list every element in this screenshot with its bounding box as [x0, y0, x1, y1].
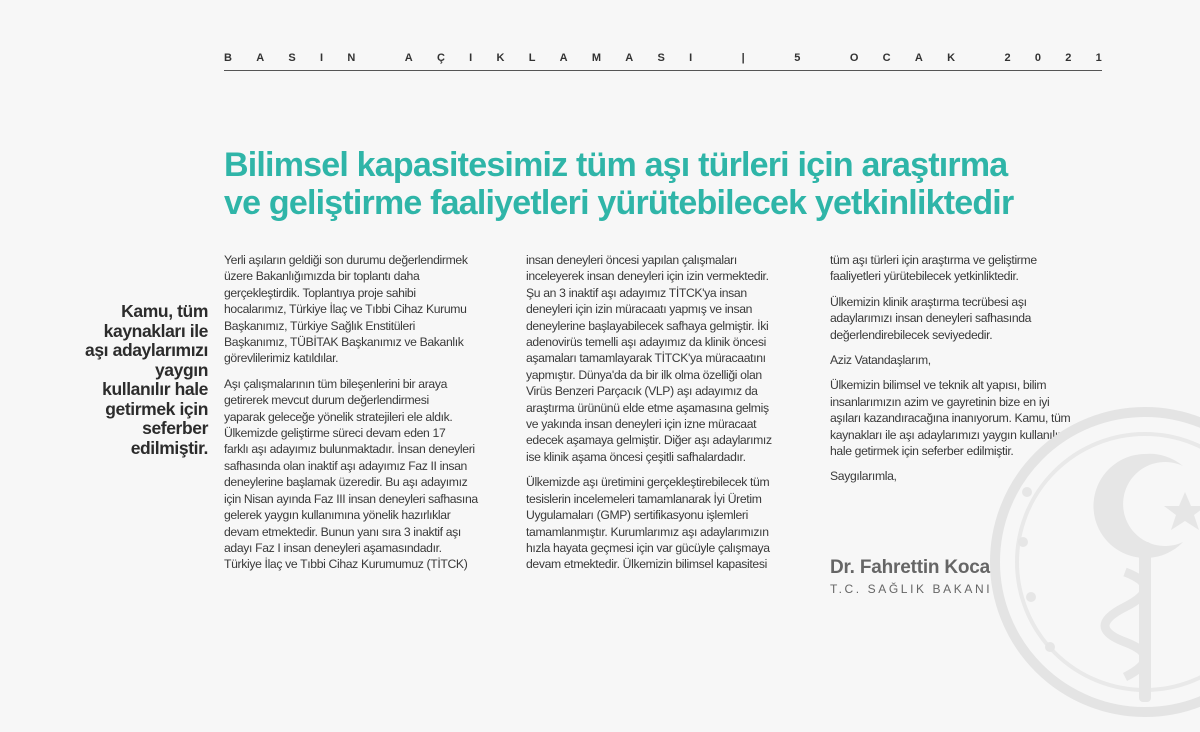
body-line: farklı aşı adayımız bulunmaktadır. İnsan deneyleri [224, 442, 475, 457]
body-line: araştırma ürününü elde etme aşamasına gelmiş [526, 400, 769, 415]
body-line: insan deneyleri öncesi yapılan çalışmaları [526, 253, 737, 267]
body-line: ise klinik aşama öncesi çeşitli safhalardadır. [526, 449, 746, 464]
body-paragraph [526, 252, 816, 465]
body-line: Başkanımız, Türkiye Sağlık Enstitüleri [224, 318, 416, 333]
header-char: K [496, 52, 505, 64]
body-paragraph [830, 252, 1120, 285]
body-line: Saygılarımla, [830, 469, 897, 484]
header-char: K [947, 52, 956, 64]
body-line: Virüs Benzeri Parçacık (VLP) aşı adayımız da [526, 384, 758, 399]
body-line: tamamlanmıştır. Kurumlarımız aşı adaylarımızın [526, 524, 769, 539]
pull-quote-line: seferber [142, 418, 208, 438]
headline [224, 146, 1124, 222]
press-release-header [224, 52, 1102, 68]
signatory-name: Dr. Fahrettin Koca [830, 557, 991, 578]
body-line: Başkanımız, TÜBİTAK Başkanımız ve Bakanlık [224, 335, 464, 350]
body-column-1 [224, 252, 514, 582]
header-char: | [741, 52, 745, 64]
body-line: Aşı çalışmalarının tüm bileşenlerini bir araya [224, 376, 448, 391]
header-char [825, 52, 826, 68]
body-line: Türkiye İlaç ve Tıbbi Cihaz Kurumumuz (TİTCK) [224, 557, 468, 572]
body-line: Ülkemizin klinik araştırma tecrübesi aşı [830, 294, 1027, 309]
body-paragraph [224, 376, 514, 573]
body-line: edecek aşamaya gelmiştir. Diğer aşı adaylarımız [526, 433, 772, 448]
body-line: gelerek yaygın kullanımına yönelik hazırlıklar [224, 508, 451, 523]
signatory-title: T.C. SAĞLIK BAKANI [830, 582, 993, 596]
body-line: tüm aşı türleri için araştırma ve geliştirme [830, 253, 1037, 267]
body-paragraph [526, 474, 816, 572]
header-char: I [320, 52, 324, 64]
header-char: S [657, 52, 665, 64]
body-line: devam etmektedir. Ülkemizin bilimsel kapasitesi [526, 557, 767, 572]
body-line: deneyleri için izin müracaatı yapmış ve insan [526, 302, 753, 317]
header-char [716, 52, 717, 68]
body-line: yapmıştır. Dünya'da da bir ilk olma özelliği olan [526, 367, 762, 382]
body-line: görevlilerimiz katıldılar. [224, 351, 339, 366]
body-line: Şu an 3 inaktif aşı adayımız TİTCK'ya insan [526, 285, 747, 300]
body-column-2 [526, 252, 816, 582]
body-line: için Nisan ayında Faz III insan deneyleri safhasına [224, 491, 478, 506]
header-char: A [404, 52, 413, 64]
header-char: A [256, 52, 265, 64]
body-line: Uygulamaları (GMP) sertifikasyonu işlemleri [526, 508, 748, 523]
header-char: 5 [794, 52, 801, 64]
header-char: 2 [1065, 52, 1072, 64]
headline-line-1: Bilimsel kapasitesimiz tüm aşı türleri için araştırma [224, 146, 1008, 184]
body-line: yaparak geleceğe yönelik stratejileri ele aldık. [224, 409, 453, 424]
header-char: O [849, 52, 859, 64]
pull-quote-line: edilmiştir. [130, 437, 208, 458]
headline-line-2: ve geliştirme faaliyetleri yürütebilecek yetkinliktedir [224, 184, 1014, 222]
pull-quote [40, 302, 208, 458]
body-line: Aziz Vatandaşlarım, [830, 353, 931, 368]
body-paragraph [224, 252, 514, 367]
body-line: Ülkemizde aşı üretimini gerçekleştirebilecek tüm [526, 475, 770, 490]
body-line: Ülkemizde geliştirme süreci devam eden 17 [224, 426, 446, 441]
body-line: deneylerine başlamak üzeredir. Bu aşı adayımız [224, 475, 468, 490]
body-line: hızla hayata geçmesi için var gücüyle çalışmaya [526, 540, 770, 555]
header-char: L [528, 52, 536, 64]
body-line: Ülkemizin bilimsel ve teknik alt yapısı, bilim [830, 378, 1047, 393]
header-char: 1 [1095, 52, 1102, 64]
body-line: getirerek mevcut durum değerlendirmesi [224, 393, 429, 408]
pull-quote-line: kaynakları ile [103, 320, 208, 341]
body-paragraph [830, 352, 1120, 368]
body-line: Yerli aşıların geldiği son durumu değerlendirmek [224, 253, 468, 267]
header-char: A [625, 52, 634, 64]
body-line: değerlendirebilecek seviyededir. [830, 327, 993, 342]
header-char: C [882, 52, 891, 64]
body-line: deneylerine başlayabilecek safhaya gelmiştir. İki [526, 318, 769, 333]
body-line: inceleyerek insan deneyleri için izin vermektedir. [526, 269, 769, 284]
body-line: ve yakında insan deneyleri için izne müracaat [526, 417, 757, 432]
pull-quote-line: kullanılır hale [102, 379, 208, 399]
body-paragraph [830, 294, 1120, 343]
header-char: I [689, 52, 693, 64]
header-char: M [591, 52, 602, 64]
pull-quote-line: aşı adaylarımızı [85, 340, 208, 360]
header-char: A [914, 52, 923, 64]
ministry-emblem-icon [975, 392, 1200, 732]
body-line: hocalarımız, Türkiye İlaç ve Tıbbi Cihaz Kurumu [224, 302, 467, 317]
body-line: hale getirmek için seferber edilmiştir. [830, 444, 1014, 459]
body-line: adaylarımızı insan deneyleri safhasında [830, 311, 1032, 326]
body-line: tesislerin incelemeleri tamamlanarak İyi Üretim [526, 491, 762, 506]
header-char [769, 52, 770, 68]
body-line: devam etmektedir. Bunun yanı sıra 3 inaktif aşı [224, 524, 461, 539]
body-line: adayı Faz I insan deneyleri aşamasındadır. [224, 540, 442, 555]
header-char: 2 [1004, 52, 1011, 64]
header-char: S [288, 52, 296, 64]
header-char: I [469, 52, 473, 64]
pull-quote-line: yaygın [154, 359, 208, 380]
header-char: A [559, 52, 568, 64]
body-line: gerçekleştirdik. Toplantıya proje sahibi [224, 285, 416, 300]
body-line: insanlarımızın azim ve gayretinin bize en iyi [830, 394, 1050, 409]
body-line: safhasında olan inaktif aşı adayımız Faz II insan [224, 458, 467, 473]
body-line: adenovirüs temelli aşı adayımız da klinik öncesi [526, 335, 766, 350]
pull-quote-line: getirmek için [105, 398, 208, 419]
header-char: 0 [1034, 52, 1042, 64]
body-line: faaliyetleri yürütebilecek yetkinliktedir. [830, 269, 1019, 284]
header-divider [224, 70, 1102, 71]
header-char: B [224, 52, 232, 64]
header-char [380, 52, 381, 68]
header-char: Ç [436, 52, 445, 64]
header-char [979, 52, 980, 68]
body-line: aşamaları tamamlayarak TİTCK'ya müracaatını [526, 351, 766, 366]
body-line: kaynakları ile aşı adaylarımızı yaygın kullanılır [830, 427, 1062, 442]
body-line: aşıları kazandıracağına inanıyorum. Kamu, tüm [830, 411, 1071, 426]
pull-quote-line: Kamu, tüm [121, 301, 208, 321]
body-line: üzere Bakanlığımızda bir toplantı daha [224, 269, 420, 284]
header-char: N [347, 52, 356, 64]
